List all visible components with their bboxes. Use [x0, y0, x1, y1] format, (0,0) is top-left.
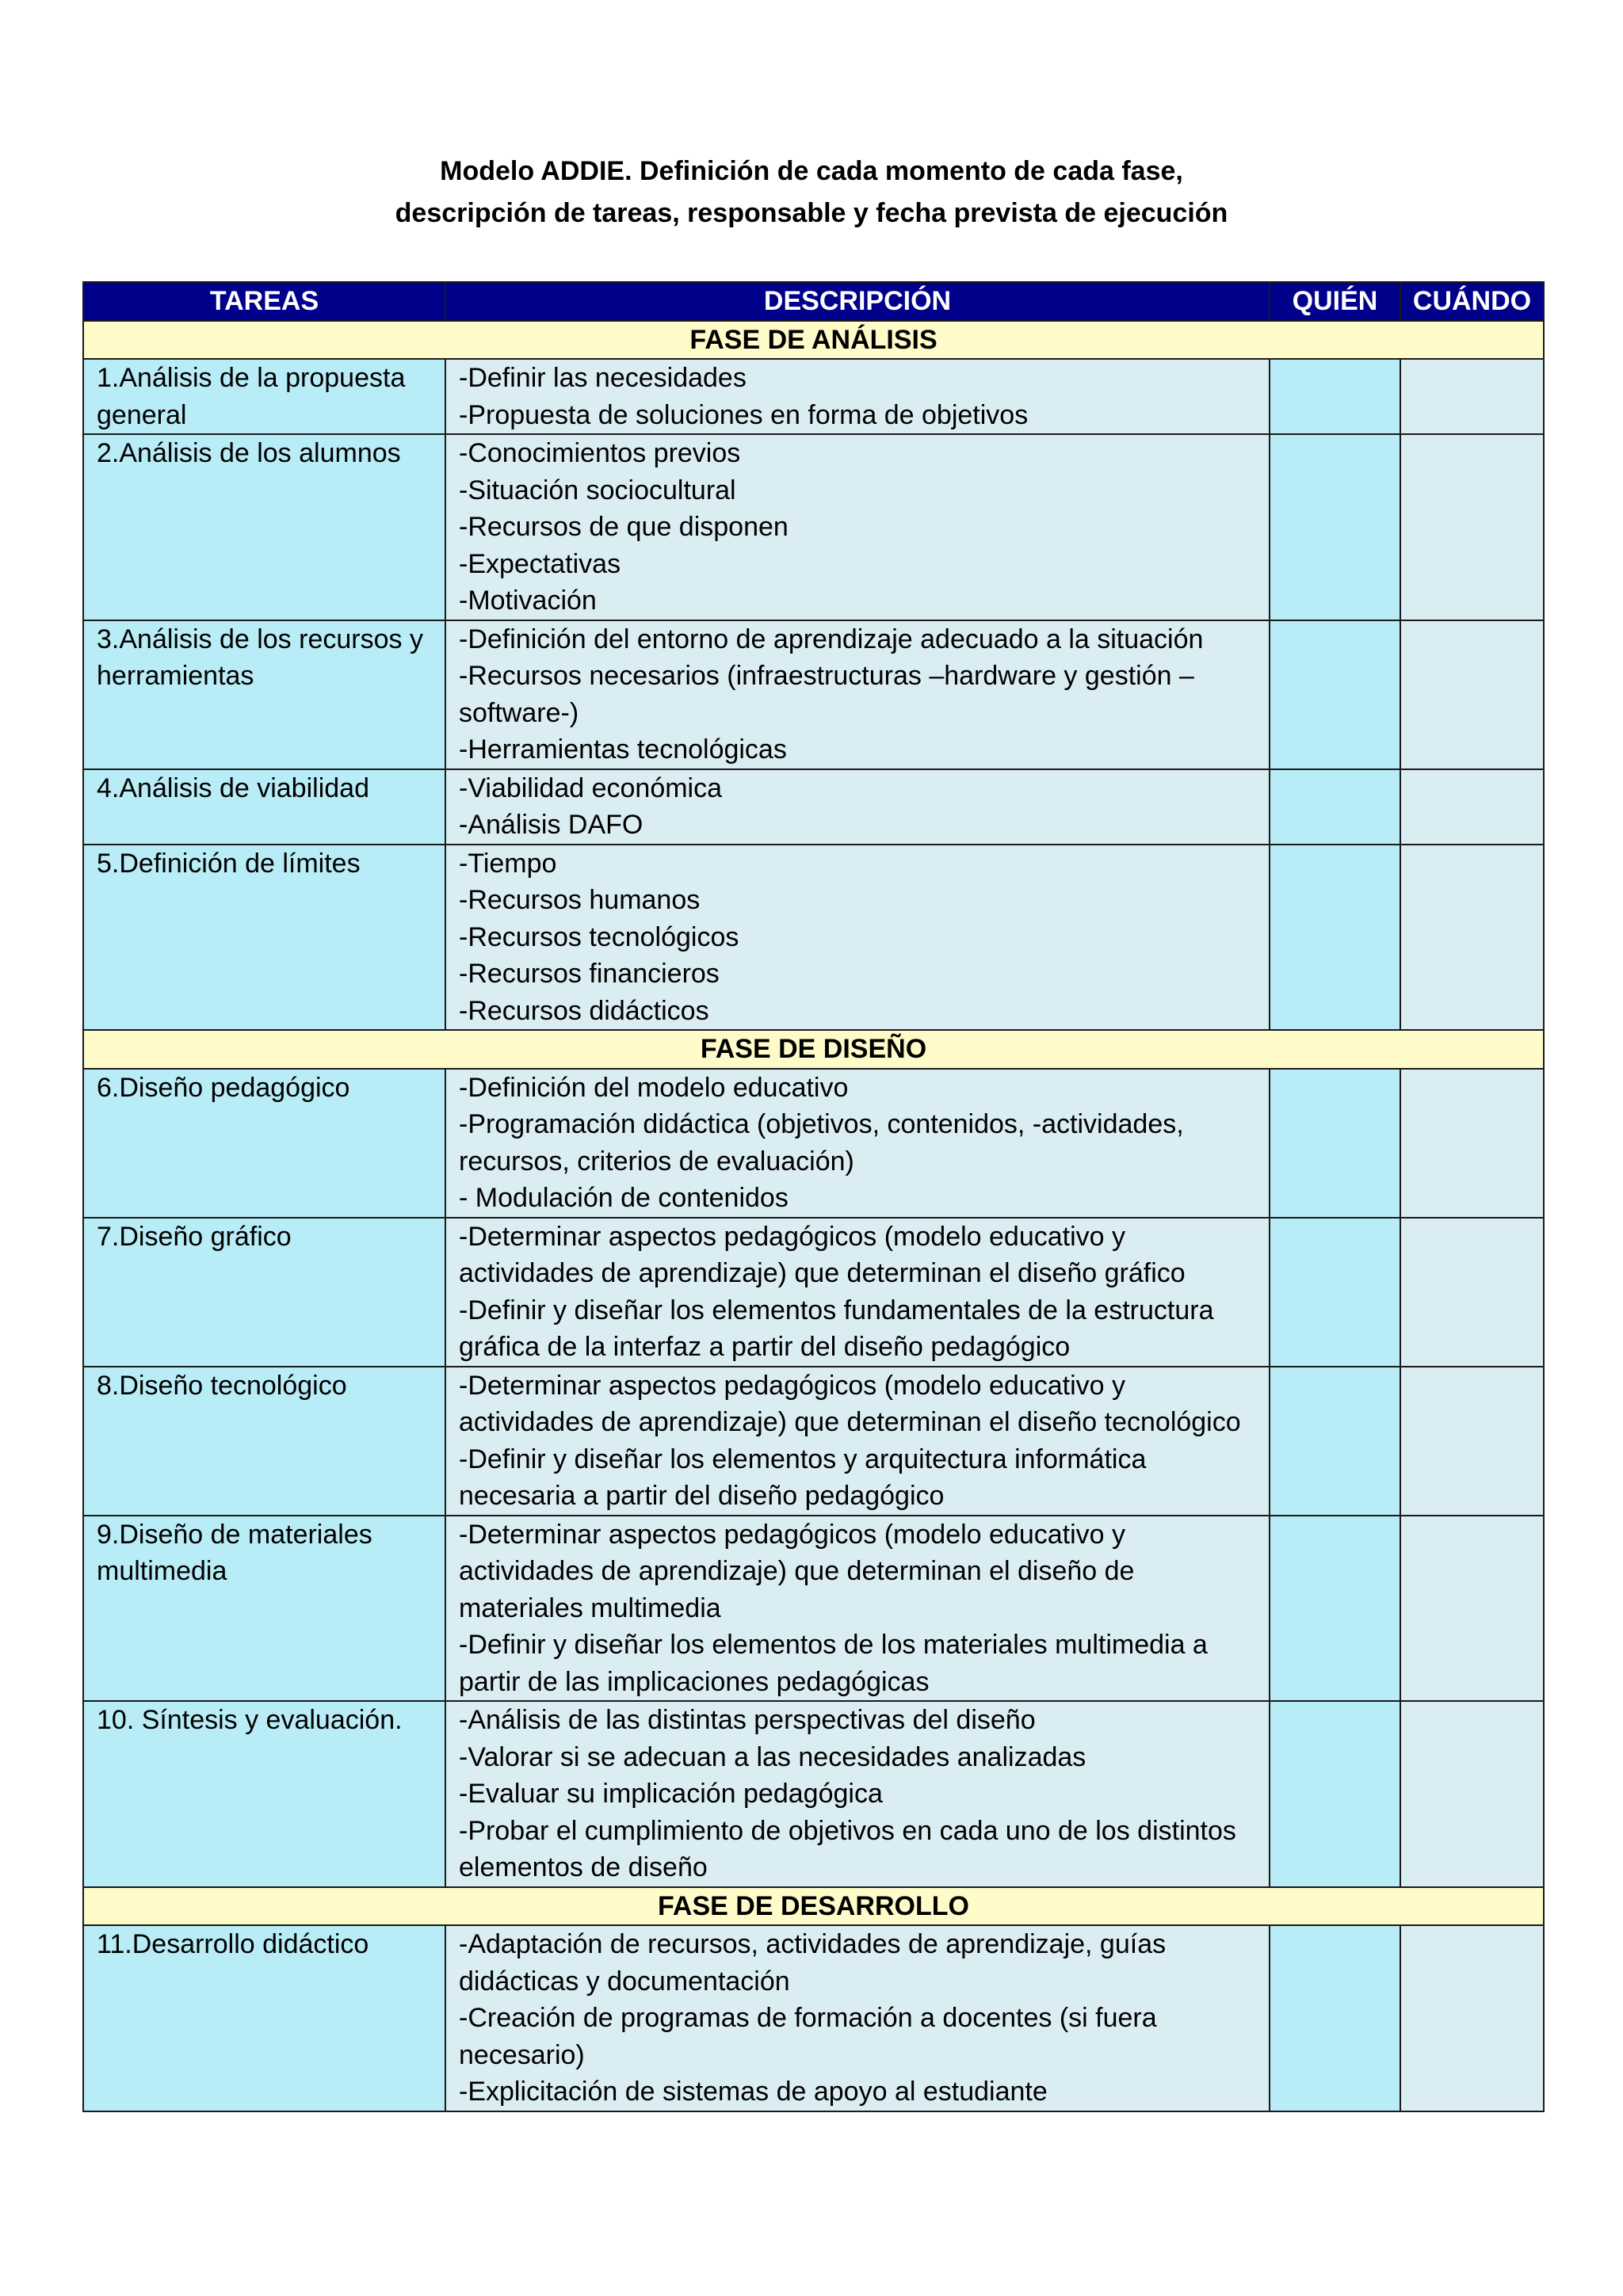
- description-line: -Creación de programas de formación a docentes (si fuera necesario): [459, 2003, 1157, 2070]
- table-body: [83, 321, 1544, 2111]
- description-line: -Probar el cumplimiento de objetivos en cada uno de los distintos elementos de diseño: [459, 1815, 1236, 1882]
- document-title: [0, 151, 1623, 235]
- description-line: -Determinar aspectos pedagógicos (modelo educativo y actividades de aprendizaje) que determinan el diseño tecnológico: [459, 1370, 1241, 1437]
- cuando-cell: [1400, 845, 1544, 1031]
- quien-cell: [1270, 1516, 1400, 1702]
- task-cell: 1.Análisis de la propuesta general: [83, 359, 445, 434]
- title-line-1: Modelo ADDIE. Definición de cada momento de cada fase,: [440, 156, 1183, 186]
- description-line: -Conocimientos previos: [459, 438, 741, 468]
- description-cell: [445, 1701, 1270, 1887]
- table-row: [83, 1516, 1544, 1702]
- description-cell: [445, 769, 1270, 845]
- description-cell: [445, 1218, 1270, 1367]
- cuando-cell: [1400, 359, 1544, 434]
- description-line: -Análisis DAFO: [459, 810, 643, 840]
- description-line: -Situación sociocultural: [459, 475, 736, 505]
- description-line: -Análisis de las distintas perspectivas del diseño: [459, 1705, 1036, 1735]
- cuando-cell: [1400, 1925, 1544, 2111]
- description-line: -Recursos financieros: [459, 959, 720, 989]
- description-cell: [445, 620, 1270, 769]
- description-line: -Expectativas: [459, 548, 621, 579]
- task-cell: 10. Síntesis y evaluación.: [83, 1701, 445, 1887]
- cuando-cell: [1400, 434, 1544, 620]
- header-descripcion: DESCRIPCIÓN: [445, 282, 1270, 321]
- addie-table: [82, 281, 1545, 2112]
- task-cell: 7.Diseño gráfico: [83, 1218, 445, 1367]
- quien-cell: [1270, 620, 1400, 769]
- description-line: -Determinar aspectos pedagógicos (modelo educativo y actividades de aprendizaje) que determinan el diseño gráfico: [459, 1221, 1186, 1288]
- task-cell: 3.Análisis de los recursos y herramientas: [83, 620, 445, 769]
- description-cell: [445, 1069, 1270, 1218]
- description-line: -Adaptación de recursos, actividades de aprendizaje, guías didácticas y documentación: [459, 1929, 1167, 1997]
- cuando-cell: [1400, 1218, 1544, 1367]
- quien-cell: [1270, 1069, 1400, 1218]
- table-row: [83, 1218, 1544, 1367]
- description-cell: [445, 359, 1270, 434]
- quien-cell: [1270, 434, 1400, 620]
- phase-heading: FASE DE DISEÑO: [83, 1030, 1544, 1069]
- task-cell: 8.Diseño tecnológico: [83, 1367, 445, 1516]
- quien-cell: [1270, 1925, 1400, 2111]
- table-row: [83, 769, 1544, 845]
- phase-row: [83, 1887, 1544, 1926]
- description-line: -Explicitación de sistemas de apoyo al estudiante: [459, 2077, 1048, 2107]
- description-line: -Recursos humanos: [459, 885, 701, 915]
- task-cell: 2.Análisis de los alumnos: [83, 434, 445, 620]
- table-header-row: [83, 282, 1544, 321]
- description-line: -Definición del entorno de aprendizaje adecuado a la situación: [459, 624, 1204, 654]
- description-line: -Definir y diseñar los elementos de los materiales multimedia a partir de las implicaciones pedagógicas: [459, 1630, 1208, 1697]
- description-cell: [445, 1367, 1270, 1516]
- phase-heading: FASE DE ANÁLISIS: [83, 321, 1544, 360]
- quien-cell: [1270, 1218, 1400, 1367]
- table-row: [83, 845, 1544, 1031]
- table-row: [83, 1367, 1544, 1516]
- task-cell: 5.Definición de límites: [83, 845, 445, 1031]
- title-line-2: descripción de tareas, responsable y fecha prevista de ejecución: [395, 198, 1228, 228]
- description-cell: [445, 845, 1270, 1031]
- header-tareas: TAREAS: [83, 282, 445, 321]
- cuando-cell: [1400, 620, 1544, 769]
- description-line: -Propuesta de soluciones en forma de objetivos: [459, 399, 1029, 430]
- description-line: -Evaluar su implicación pedagógica: [459, 1779, 883, 1809]
- quien-cell: [1270, 845, 1400, 1031]
- table-row: [83, 1925, 1544, 2111]
- header-cuando: CUÁNDO: [1400, 282, 1544, 321]
- cuando-cell: [1400, 1701, 1544, 1887]
- description-line: -Programación didáctica (objetivos, contenidos, -actividades, recursos, criterios de evaluación): [459, 1109, 1184, 1177]
- cuando-cell: [1400, 769, 1544, 845]
- description-line: -Definir las necesidades: [459, 363, 747, 393]
- description-line: -Valorar si se adecuan a las necesidades analizadas: [459, 1741, 1086, 1772]
- quien-cell: [1270, 359, 1400, 434]
- table-row: [83, 434, 1544, 620]
- task-cell: 6.Diseño pedagógico: [83, 1069, 445, 1218]
- table-row: [83, 1069, 1544, 1218]
- description-line: -Motivación: [459, 585, 597, 616]
- task-cell: 9.Diseño de materiales multimedia: [83, 1516, 445, 1702]
- phase-heading: FASE DE DESARROLLO: [83, 1887, 1544, 1926]
- description-line: -Determinar aspectos pedagógicos (modelo educativo y actividades de aprendizaje) que determinan el diseño de materiales multimedia: [459, 1519, 1135, 1623]
- header-quien: QUIÉN: [1270, 282, 1400, 321]
- description-line: -Recursos de que disponen: [459, 512, 789, 542]
- description-line: -Definición del modelo educativo: [459, 1072, 849, 1103]
- task-cell: 4.Análisis de viabilidad: [83, 769, 445, 845]
- description-cell: [445, 1516, 1270, 1702]
- cuando-cell: [1400, 1516, 1544, 1702]
- quien-cell: [1270, 769, 1400, 845]
- table-row: [83, 1701, 1544, 1887]
- quien-cell: [1270, 1367, 1400, 1516]
- description-line: -Recursos necesarios (infraestructuras –hardware y gestión – software-): [459, 661, 1194, 728]
- description-line: -Recursos didácticos: [459, 995, 709, 1026]
- description-line: -Herramientas tecnológicas: [459, 734, 787, 765]
- description-line: -Tiempo: [459, 848, 557, 879]
- phase-row: [83, 321, 1544, 360]
- description-cell: [445, 434, 1270, 620]
- description-line: -Viabilidad económica: [459, 772, 723, 803]
- description-cell: [445, 1925, 1270, 2111]
- cuando-cell: [1400, 1367, 1544, 1516]
- cuando-cell: [1400, 1069, 1544, 1218]
- description-line: -Definir y diseñar los elementos fundamentales de la estructura gráfica de la interfaz a partir del diseño pedagógico: [459, 1295, 1214, 1362]
- table-row: [83, 359, 1544, 434]
- task-cell: 11.Desarrollo didáctico: [83, 1925, 445, 2111]
- description-line: -Recursos tecnológicos: [459, 921, 739, 952]
- description-line: -Definir y diseñar los elementos y arquitectura informática necesaria a partir del diseño pedagógico: [459, 1444, 1147, 1511]
- quien-cell: [1270, 1701, 1400, 1887]
- table-row: [83, 620, 1544, 769]
- phase-row: [83, 1030, 1544, 1069]
- description-line: - Modulación de contenidos: [459, 1183, 789, 1213]
